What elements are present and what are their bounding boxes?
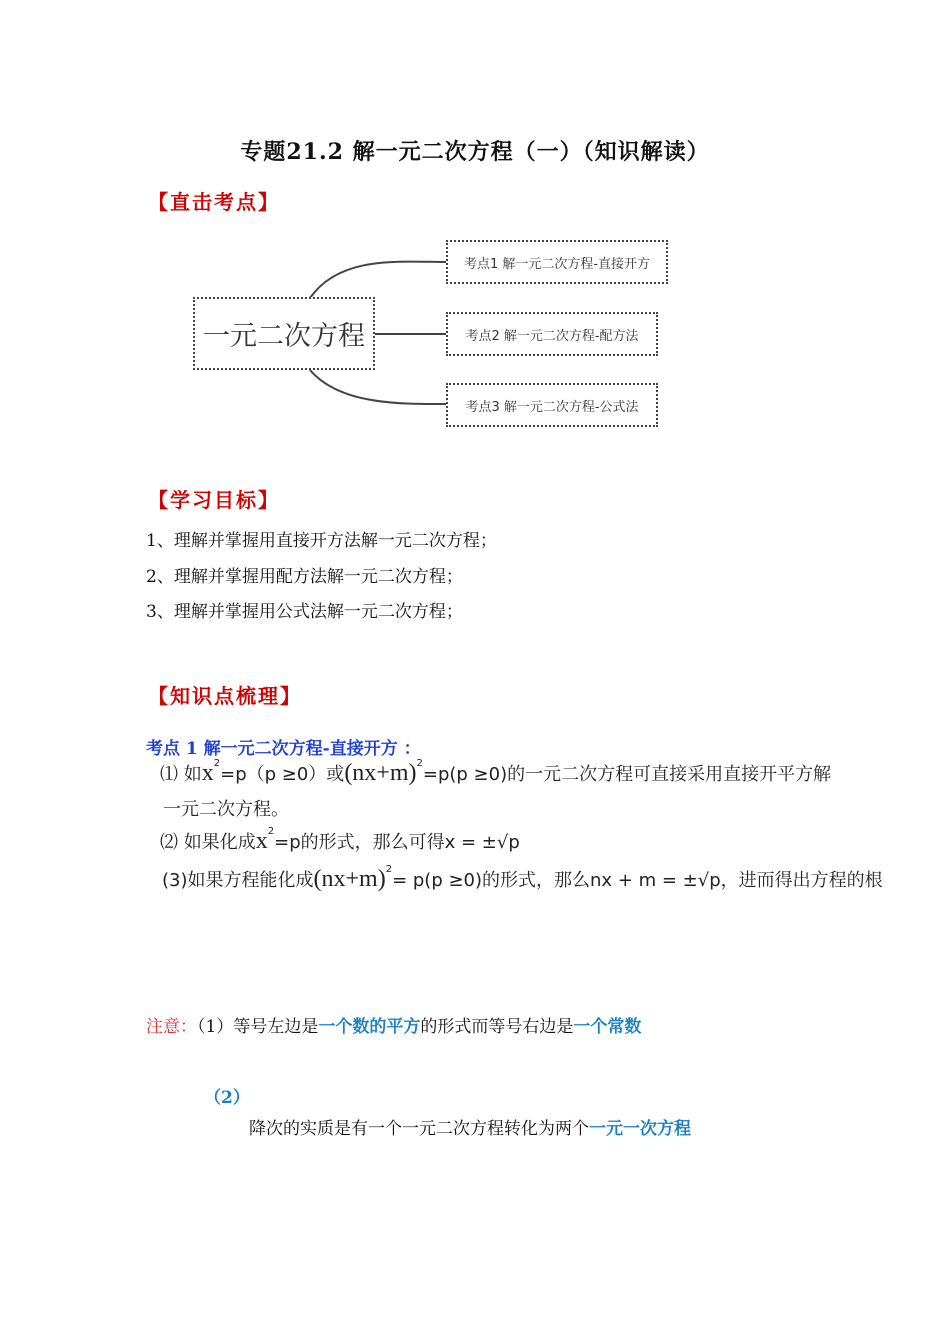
kp1-l2-x: x [255, 828, 268, 854]
page-title: 专题21.2 解一元二次方程（一）（知识解读） [240, 139, 710, 165]
note-p2-a: 降次的实质是有一个一元二次方程转化为两个 [249, 1119, 589, 1139]
kp1-title: 考点 1 解一元二次方程-直接开方 ： [146, 739, 421, 759]
kp1-l2-sup: 2 [267, 826, 275, 837]
mindmap-root: 一元二次方程 [193, 297, 375, 370]
kp1-l1-prefix: ⑴ 如 [160, 764, 202, 785]
kp1-l3-prefix: (3)如果方程能化成 [162, 870, 314, 891]
section-knowledge: 【知识点梳理】 [148, 684, 302, 708]
kp1-l3-paren: (nx+m) [313, 866, 386, 892]
kp1-line-2 [160, 826, 520, 855]
goal-item-2: 2、理解并掌握用配方法解一元二次方程； [146, 567, 463, 587]
kp1-l3-eq: = p(p ≥0)的形式，那么nx + m = ±√p，进而得出方程的根 [392, 870, 883, 891]
note-p1-a: （1）等号左边是 [197, 1017, 319, 1037]
kp1-l1-eq1: =p（p ≥0）或 [220, 764, 345, 785]
mindmap-leaf-2: 考点2 解一元二次方程-配方法 [446, 312, 658, 356]
note-line-2 [249, 1114, 691, 1139]
kp1-l1-paren: (nx+m) [344, 760, 417, 786]
note-p1-c: 的形式而等号右边是 [420, 1017, 574, 1037]
goal-item-1: 1、理解并掌握用直接开方法解一元二次方程； [146, 531, 497, 551]
kp1-l1-sup2: 2 [416, 758, 423, 769]
kp1-line-1 [160, 758, 831, 787]
note-p2-highlight: 一元一次方程 [589, 1119, 691, 1139]
kp1-l1-x: x [201, 760, 214, 786]
goal-item-3: 3、理解并掌握用公式法解一元二次方程； [146, 602, 463, 622]
kp1-l3-sup: 2 [385, 864, 393, 875]
section-goals: 【学习目标】 [148, 488, 280, 512]
kp1-line-3 [162, 864, 883, 893]
note-label: 注意： [146, 1017, 197, 1037]
kp1-l2-prefix: ⑵ 如果化成 [160, 832, 256, 853]
kp1-line-1-cont: 一元二次方程。 [163, 799, 289, 820]
note-p1-highlight-2: 一个常数 [573, 1017, 642, 1037]
note-p2-number: （2） [204, 1088, 250, 1108]
note-line-1 [146, 1012, 641, 1037]
note-p1-highlight-1: 一个数的平方 [318, 1017, 421, 1037]
kp1-l1-eq2: =p(p ≥0)的一元二次方程可直接采用直接开平方解 [422, 764, 832, 785]
kp1-l1-sup: 2 [213, 758, 221, 769]
section-exam-points: 【直击考点】 [148, 190, 280, 214]
mindmap-leaf-3: 考点3 解一元二次方程-公式法 [446, 383, 658, 427]
mindmap-leaf-1: 考点1 解一元二次方程-直接开方 [446, 240, 668, 284]
kp1-l2-eq: =p的形式，那么可得x = ±√p [274, 832, 520, 853]
